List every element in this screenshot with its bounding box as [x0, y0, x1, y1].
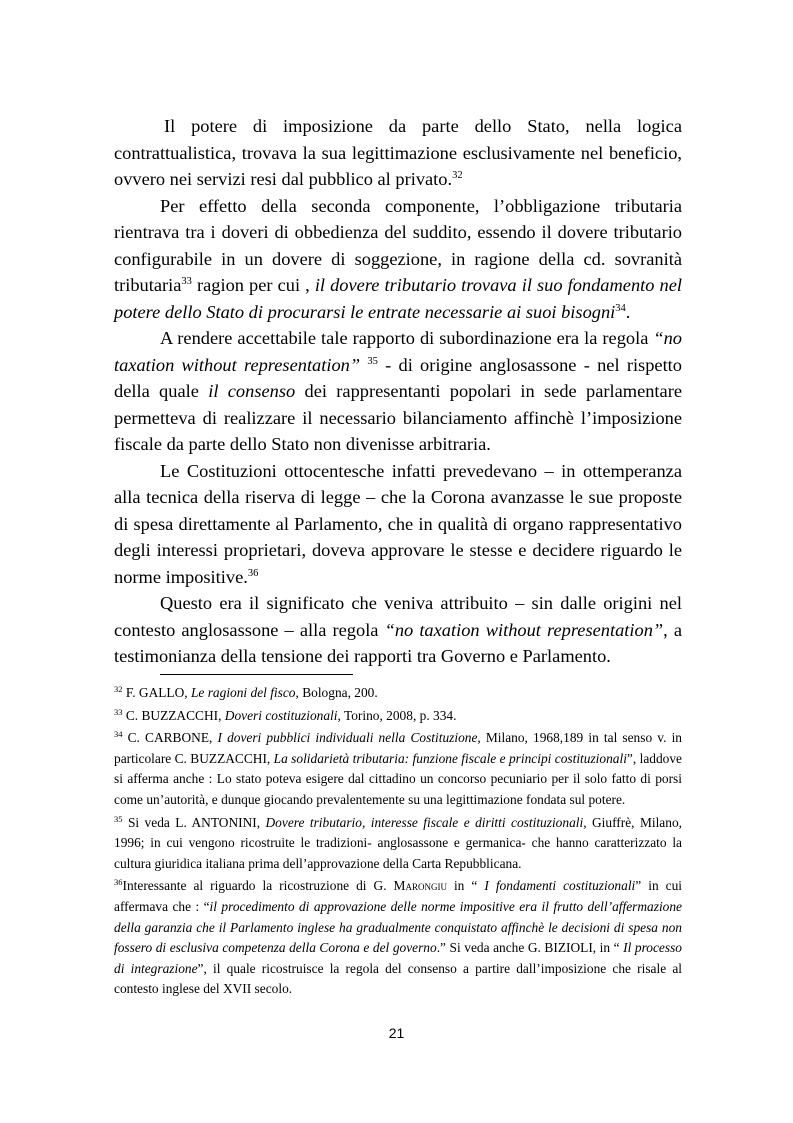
footnote-separator [160, 674, 353, 675]
quoted-rule: “no taxation without representation” [384, 619, 664, 640]
footnote-number: 33 [114, 706, 123, 717]
footnote-32: $^{32}$ F. GALLO, Le ragioni del fisco, Bologna, 200. [114, 684, 378, 700]
paragraph-2: Per effetto della seconda componente, l’obbligazione tributaria rientrava tra i doveri di obbedienza del suddito, essendo il dovere tributario configurabile in un dovere di soggezione, in ragione della cd. sovranità tributaria$^{33}$ ragion per cui , il dovere tributario trovava il suo fondamento nel potere dello Stato di procurarsi le entrate necessarie ai suoi bisogni$^{34}$. [114, 195, 682, 322]
main-text [114, 113, 682, 670]
footnote-number: 36 [114, 877, 123, 888]
footnote-35: $^{35}$ Si veda L. ANTONINI, Dovere tributario, interesse fiscale e diritti costituzionali, Giuffrè, Milano, 1996; in cui vengono ricostruite le tradizioni- anglosassone e germanica- che hanno caratterizzato la cultura giuridica italiana prima dell’approvazione della Carta Repubblicana. [114, 813, 682, 871]
footnote-number: 34 [114, 729, 123, 740]
footnote-number: 35 [114, 813, 123, 824]
quoted-rule: “no taxation without representation” [114, 328, 682, 375]
footnote-ref-34[interactable]: 34 [615, 302, 626, 314]
italic-phrase: il dovere tributario trovava il suo fondamento nel potere dello Stato di procurarsi le entrate necessarie ai suoi bisogni [114, 275, 682, 322]
footnote-ref-32[interactable]: 32 [452, 170, 463, 181]
footnote-33: $^{33}$ C. BUZZACCHI, Doveri costituzionali, Torino, 2008, p. 334. [114, 706, 457, 723]
footnote-number: 32 [114, 684, 123, 694]
footnote-36: $^{36}$Interessante al riguardo la ricostruzione di G. Marongiu in “ I fondamenti costituzionali” in cui affermava che : “il procedimento di approvazione delle norme impositive era il frutto dell’affermazione della garanzia che il Parlamento inglese ha gradualmente conquistato affinchè le decisioni di spesa non fossero di esclusiva competenza della Corona e del governo.” Si veda anche G. BIZIOLI, in “ Il processo di integrazione”, il quale ricostruisce la regola del consenso a partire dall’imposizione che risale al contesto inglese del XVII secolo. [114, 877, 683, 997]
footnote-34: $^{34}$ C. CARBONE, I doveri pubblici individuali nella Costituzione, Milano, 1968,189 in tal senso v. in particolare C. BUZZACCHI, La solidarietà tributaria: funzione fiscale e principi costituzionali”, laddove si afferma anche : Lo stato poteva esigere dal cittadino un concorso pecuniario per il solo fatto di porsi come un’autorità, e dunque giocando prevalentemente su una legittimazione fondata sul potere. [114, 729, 682, 807]
italic-phrase: il consenso [208, 381, 296, 401]
footnote-ref-36[interactable]: 36 [247, 567, 259, 579]
paragraph-1: Il potere di imposizione da parte dello Stato, nella logica contrattualistica, trovava la sua legittimazione esclusivamente nel beneficio, ovvero nei servizi resi dal pubblico al privato.$^{32}$ [114, 116, 682, 189]
footnote-ref-35[interactable]: 35 [367, 355, 378, 367]
footnote-ref-33[interactable]: 33 [181, 276, 192, 287]
paragraph-4: Le Costituzioni ottocentesche infatti prevedevano – in ottemperanza alla tecnica della riserva di legge – che la Corona avanzasse le sue proposte di spesa direttamente al Parlamento, che in qualità di organo rappresentativo degli interessi proprietari, doveva approvare le stesse e decidere riguardo le norme impositive.$^{36}$ [114, 460, 682, 587]
paragraph-5: Questo era il significato che veniva attribuito – sin dalle origini nel contesto anglosassone – alla regola “no taxation without representation”, a testimonianza della tensione dei rapporti tra Governo e Parlamento. [114, 593, 683, 666]
footnotes [114, 683, 682, 1002]
page-number: 21 [388, 1025, 405, 1041]
paragraph-3: A rendere accettabile tale rapporto di subordinazione era la regola “no taxation without representation” $^{35}$ - di origine anglosassone - nel rispetto della quale il consenso dei rappresentanti popolari in sede parlamentare permetteva di realizzare il necessario bilanciamento affinchè l’imposizione fiscale da parte dello Stato non divenisse arbitraria. [114, 328, 682, 454]
